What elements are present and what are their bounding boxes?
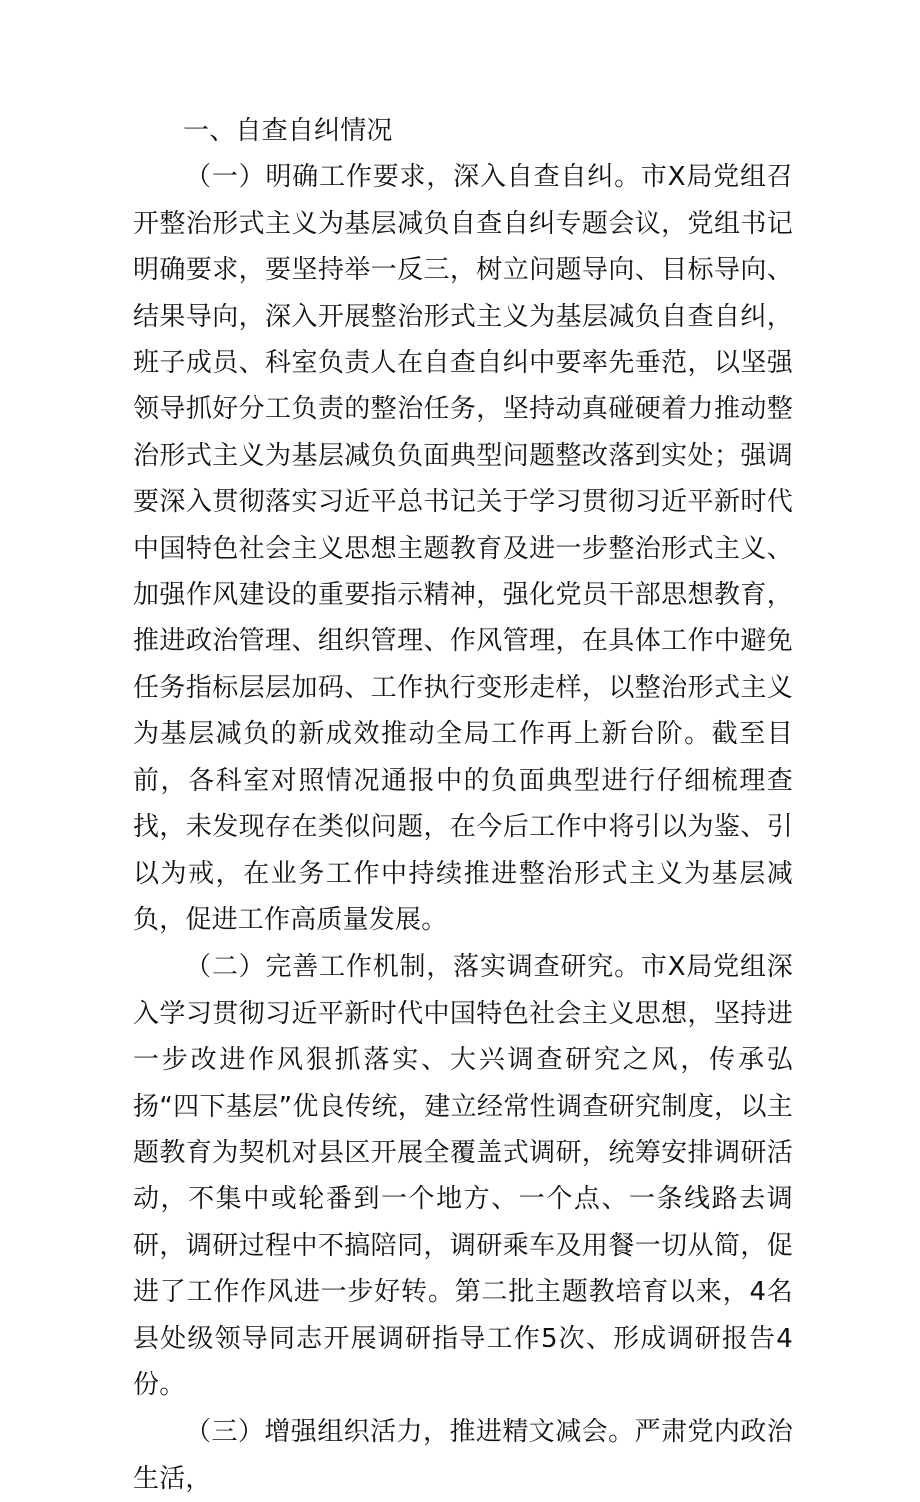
section-heading: 一、自查自纠情况	[183, 116, 393, 146]
paragraph-1: （一）明确工作要求，深入自查自纠。市X局党组召开整治形式主义为基层减负自查自纠专题会议，党组书记明确要求，要坚持举一反三，树立问题导向、目标导向、结果导向，深入开展整治形式主义为基层减负自查自纠，班子成员、科室负责人在自查自纠中要率先垂范，以坚强领导抓好分工负责的整治任务，坚持动真碰硬着力推动整治形式主义为基层减负负面典型问题整改落到实处；强调要深入贯彻落实习近平总书记关于学习贯彻习近平新时代中国特色社会主义思想主题教育及进一步整治形式主义、加强作风建设的重要指示精神，强化党员干部思想教育，推进政治管理、组织管理、作风管理，在具体工作中避免任务指标层层加码、工作执行变形走样，以整治形式主义为基层减负的新成效推动全局工作再上新台阶。截至目前，各科室对照情况通报中的负面典型进行仔细梳理查找，未发现存在类似问题，在今后工作中将引以为鉴、引以为戒，在业务工作中持续推进整治形式主义为基层减负，促进工作高质量发展。	[133, 162, 793, 935]
paragraph-2: （二）完善工作机制，落实调查研究。市X局党组深入学习贯彻习近平新时代中国特色社会主义思想，坚持进一步改进作风狠抓落实、大兴调查研究之风，传承弘扬“四下基层”优良传统，建立经常性调查研究制度，以主题教育为契机对县区开展全覆盖式调研，统筹安排调研活动，不集中或轮番到一个地方、一个点、一条线路去调研，调研过程中不搞陪同，调研乘车及用餐一切从简，促进了工作作风进一步好转。第二批主题教培育以来，4名县处级领导同志开展调研指导工作5次、形成调研报告4份。	[133, 952, 793, 1400]
document-body	[133, 108, 793, 1502]
paragraph-3: （三）增强组织活力，推进精文减会。严肃党内政治生活，	[133, 1417, 793, 1494]
